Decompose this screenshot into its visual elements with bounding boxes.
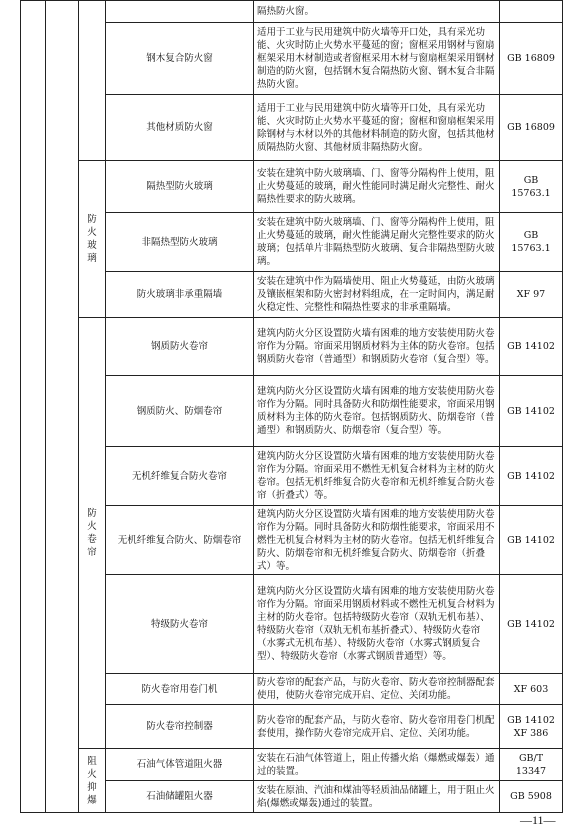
product-description: 安装在建筑中防火玻璃墙、门、窗等分隔构件上使用，阻止火势蔓延的玻璃，耐火性能同时满足耐火完整性、耐火隔热性要求的防火玻璃。 xyxy=(254,161,500,213)
product-name: 石油储罐阻火器 xyxy=(106,781,254,813)
product-name: 防火卷帘用卷门机 xyxy=(106,674,254,705)
standard-number-line: XF 386 xyxy=(513,727,549,739)
standard-number: GB 14102 xyxy=(500,575,563,674)
standard-number: XF 603 xyxy=(500,674,563,705)
product-name: 隔热型防火玻璃 xyxy=(106,161,254,213)
product-name xyxy=(106,1,254,23)
product-name: 无机纤维复合防火、防烟卷帘 xyxy=(106,506,254,575)
product-name: 钢质防火卷帘 xyxy=(106,318,254,376)
product-description: 建筑内防火分区设置防火墙有困难的地方安装使用防火卷帘作为分隔。同时具备防火和防烟性能要求，帘面采用不燃性无机复合材料为主材的防火卷帘。包括无机纤维复合防火、防烟卷帘和无机纤维复合防火、防烟卷帘（折叠式）等。 xyxy=(254,506,500,575)
product-name: 钢质防火、防烟卷帘 xyxy=(106,376,254,447)
standard-number xyxy=(500,705,563,749)
category-char: 防 xyxy=(87,508,97,519)
product-description: 建筑内防火分区设置防火墙有困难的地方安装使用防火卷帘作为分隔。帘面采用钢质材料为主体的防火卷帘。包括钢质防火卷帘（普通型）和钢质防火卷帘（复合型）等。 xyxy=(254,318,500,376)
standard-number xyxy=(500,1,563,23)
standard-number: GB 15763.1 xyxy=(500,213,563,272)
category-char: 帘 xyxy=(87,547,97,558)
product-name: 防火卷帘控制器 xyxy=(106,705,254,749)
product-description: 安装在原油、汽油和煤油等轻质油品储罐上，用于阻止火焰(爆燃或爆轰)通过的装置。 xyxy=(254,781,500,813)
standard-number: XF 97 xyxy=(500,272,563,318)
category-char: 火 xyxy=(87,227,97,238)
category-char: 防 xyxy=(87,214,97,225)
product-description: 安装在建筑中作为隔墙使用、阻止火势蔓延，由防火玻璃及镶嵌框架和防火密封材料组成，在一定时间内，满足耐火稳定性、完整性和隔热性要求的非承重隔墙。 xyxy=(254,272,500,318)
product-name: 特级防火卷帘 xyxy=(106,575,254,674)
standard-number-line: GB 14102 xyxy=(507,714,555,726)
table-row xyxy=(21,749,563,781)
table-cell-empty xyxy=(21,1,46,813)
standard-number: GB 14102 xyxy=(500,447,563,506)
table-row xyxy=(21,318,563,376)
category-char: 阻 xyxy=(87,755,97,767)
standard-number: GB 14102 xyxy=(500,376,563,447)
page-number: —11— xyxy=(520,813,556,827)
product-name: 其他材质防火窗 xyxy=(106,95,254,161)
standard-number: GB 16809 xyxy=(500,23,563,95)
product-description: 适用于工业与民用建筑中防火墙等开口处，具有采光功能、火灾时防止火势水平蔓延的窗；窗框采用钢材与窗扇框架采用木材制造或者窗框采用木材与窗扇框架采用钢材制造的防火窗，包括钢木复合隔热防火窗、钢木复合非隔热防火窗。 xyxy=(254,23,500,95)
category-cell xyxy=(79,1,106,161)
category-cell-flame-arrester xyxy=(79,749,106,813)
product-description: 安装在石油气体管道上，阻止传播火焰（爆燃或爆轰）通过的装置。 xyxy=(254,749,500,781)
category-char: 璃 xyxy=(87,253,97,264)
category-char: 火 xyxy=(87,768,97,780)
standard-number: GB 16809 xyxy=(500,95,563,161)
table-row xyxy=(21,161,563,213)
product-description: 建筑内防火分区设置防火墙有困难的地方安装使用防火卷帘作为分隔。同时具备防火和防烟性能要求，帘面采用钢质材料为主体的防火卷帘。包括钢质防火、防烟卷帘（普通型）和钢质防火、防烟卷帘（复合型）等。 xyxy=(254,376,500,447)
product-description: 防火卷帘的配套产品，与防火卷帘、防火卷帘控制器配套使用，使防火卷帘完成开启、定位、关闭功能。 xyxy=(254,674,500,705)
product-description: 建筑内防火分区设置防火墙有困难的地方安装使用防火卷帘作为分隔。帘面采用钢质材料或不燃性无机复合材料为主材的防火卷帘。包括特级防火卷帘（双轨无机布基）、特级防火卷帘（双轨无机布基折叠式）、特级防火卷帘（水雾式无机布基）、特级防火卷帘（水雾式钢质复合型）、特级防火卷帘（水雾式钢质普通型）等。 xyxy=(254,575,500,674)
standard-number: GB 5908 xyxy=(500,781,563,813)
product-description: 防火卷帘的配套产品，与防火卷帘、防火卷帘用卷门机配套使用，操作防火卷帘完成开启、定位、关闭功能。 xyxy=(254,705,500,749)
category-char: 玻 xyxy=(87,240,97,251)
product-description: 适用于工业与民用建筑中防火墙等开口处，具有采光功能、火灾时防止火势水平蔓延的窗；窗框和窗扇框架采用除钢材与木材以外的其他材料制造的防火窗，包括其他材质隔热防火窗、其他材质非隔热防火窗。 xyxy=(254,95,500,161)
category-cell-fire-shutter xyxy=(79,318,106,749)
standard-number: GB/T 13347 xyxy=(500,749,563,781)
category-char: 爆 xyxy=(87,794,97,806)
table-cell-empty xyxy=(46,1,79,813)
category-char: 火 xyxy=(87,521,97,532)
product-name: 钢木复合防火窗 xyxy=(106,23,254,95)
product-description: 安装在建筑中防火玻璃墙、门、窗等分隔构件上使用，阻止火势蔓延的玻璃，耐火性能满足耐火完整性要求的防火玻璃；包括单片非隔热型防火玻璃、复合非隔热型防火玻璃。 xyxy=(254,213,500,272)
product-description: 隔热防火窗。 xyxy=(254,1,500,23)
category-char: 卷 xyxy=(87,534,97,545)
standard-number: GB 15763.1 xyxy=(500,161,563,213)
standard-number: GB 14102 xyxy=(500,506,563,575)
product-name: 非隔热型防火玻璃 xyxy=(106,213,254,272)
category-cell-fire-glass xyxy=(79,161,106,318)
product-name: 防火玻璃非承重隔墙 xyxy=(106,272,254,318)
product-name: 无机纤维复合防火卷帘 xyxy=(106,447,254,506)
standard-number: GB 14102 xyxy=(500,318,563,376)
table-row xyxy=(21,1,563,23)
product-name: 石油气体管道阻火器 xyxy=(106,749,254,781)
category-char: 抑 xyxy=(87,781,97,793)
spec-table xyxy=(20,0,563,813)
product-description: 建筑内防火分区设置防火墙有困难的地方安装使用防火卷帘作为分隔。帘面采用不燃性无机复合材料为主材的防火卷帘。包括无机纤维复合防火卷帘和无机纤维复合防火卷帘（折叠式）等。 xyxy=(254,447,500,506)
